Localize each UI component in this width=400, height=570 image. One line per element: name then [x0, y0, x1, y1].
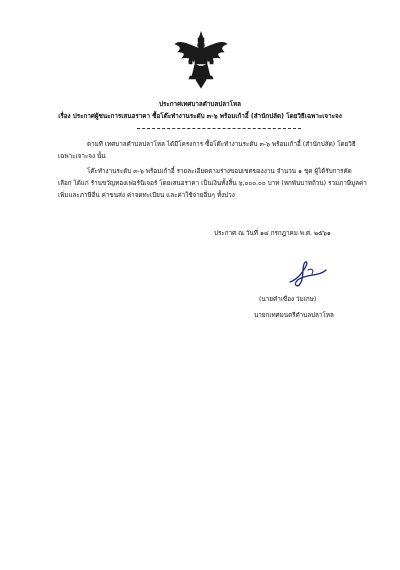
subject-line: เรื่อง ประกาศผู้ชนะการเสนอราคา ซื้อโต๊ะทำงานระดับ ๓-๖ พร้อมเก้าอี้ (สำนักปลัด) โดยวิธีเฉพาะเจาะจง: [58, 113, 342, 120]
announcement-date: ประกาศ ณ วันที่ ๑๔ กรกฎาคม พ.ศ. ๒๕๖๑: [214, 230, 331, 237]
paragraph-1-line-2: เฉพาะเจาะจง นั้น: [58, 153, 106, 160]
divider: [137, 128, 301, 129]
signer-title: นายกเทศมนตรีตำบลปลาโหล: [254, 312, 334, 319]
issuer-heading: ประกาศเทศบาลตำบลปลาโหล: [158, 101, 242, 108]
garuda-emblem-icon: [174, 30, 228, 92]
paragraph-2-line-3: เพิ่มและภาษีอื่น ค่าขนส่ง ค่าจดทะเบียน และค่าใช้จ่ายอื่นๆ ทั้งปวง: [58, 192, 235, 199]
signature-icon: [284, 256, 328, 290]
paragraph-2-line-1: โต๊ะทำงานระดับ ๓-๖ พร้อมเก้าอี้ รายละเอียดตามร่างขอบเขตของงาน จำนวน ๑ ชุด ผู้ได้รับการคัด: [87, 168, 352, 175]
signer-name: (นายคำเขื่อง ว่มเกษ): [259, 296, 317, 303]
paragraph-2-line-2: เลือก ได้แก่ ร้านขวัญทองเฟอร์นิเจอร์ โดยเสนอราคา เป็นเงินทั้งสิ้น ๖,๐๐๐.๐๐ บาท (หกพันบาทถ้วน) รวมภาษีมูลค่า: [58, 180, 367, 187]
paragraph-1-line-1: ตามที่ เทศบาลตำบลปลาโหล ได้มีโครงการ ซื้อโต๊ะทำงานระดับ ๓-๖ พร้อมเก้าอี้ (สำนักปลัด) โดยวิธี: [87, 141, 356, 148]
